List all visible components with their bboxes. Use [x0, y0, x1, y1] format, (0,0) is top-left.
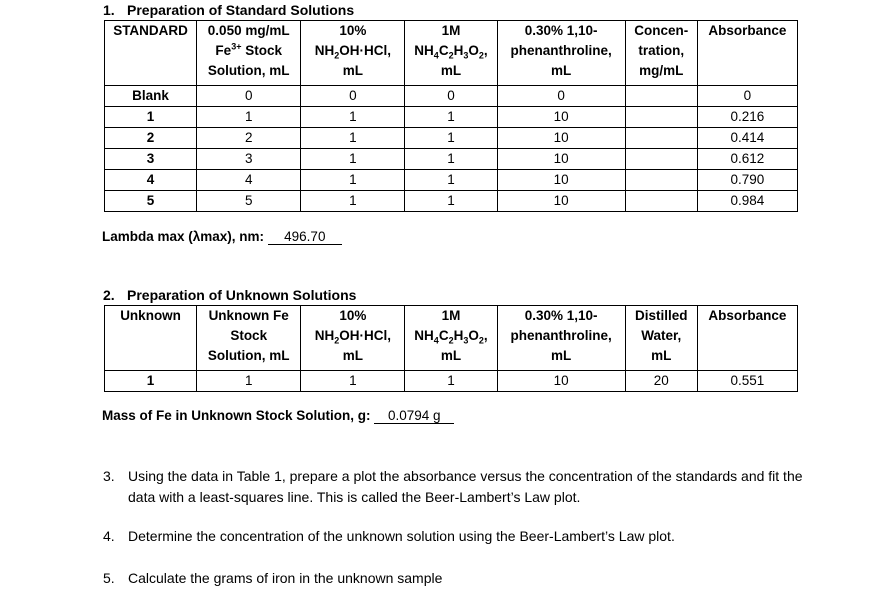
- cell-abs: 0.612: [697, 149, 797, 170]
- cell-stock: 3: [197, 149, 301, 170]
- section2-number: 2.: [103, 287, 115, 303]
- step-number: 3.: [103, 468, 115, 484]
- row-label: 2: [105, 128, 197, 149]
- header-water: Distilled Water, mL: [625, 306, 697, 371]
- cell-phen: 10: [497, 371, 625, 392]
- row-label: 1: [105, 107, 197, 128]
- cell-phen: 10: [497, 107, 625, 128]
- standards-header-row: [105, 21, 798, 86]
- cell-abs: 0.414: [697, 128, 797, 149]
- cell-nh4: 1: [405, 149, 497, 170]
- cell-phen: 10: [497, 191, 625, 212]
- header-unknown: Unknown: [105, 306, 197, 371]
- cell-stock: 1: [197, 107, 301, 128]
- step-5: [103, 568, 803, 589]
- cell-nh2oh: 1: [301, 128, 405, 149]
- header-nh2oh: 10% $NH_2OH\cdot HCl$, mL: [301, 21, 405, 86]
- table-row: [105, 86, 798, 107]
- row-label: 3: [105, 149, 197, 170]
- cell-nh2oh: 1: [301, 149, 405, 170]
- cell-nh4: 1: [405, 107, 497, 128]
- cell-nh2oh: 1: [301, 170, 405, 191]
- header-phen: 0.30% 1,10- phenanthroline, mL: [497, 306, 625, 371]
- cell-stock: 4: [197, 170, 301, 191]
- step-text: Using the data in Table 1, prepare a plot the absorbance versus the concentration of the standards and fit the data with a least-squares line. This is called the Beer-Lambert’s Law plot.: [128, 468, 803, 505]
- cell-nh4: 0: [405, 86, 497, 107]
- step-3: [103, 466, 803, 508]
- row-label: 1: [105, 371, 197, 392]
- lambda-max-line: [102, 229, 342, 245]
- cell-stock: 2: [197, 128, 301, 149]
- table-row: [105, 128, 798, 149]
- header-absorbance: Absorbance: [697, 306, 797, 371]
- cell-phen: 10: [497, 170, 625, 191]
- step-number: 5.: [103, 570, 115, 586]
- header-unknown-stock: Unknown Fe Stock Solution, mL: [197, 306, 301, 371]
- table-row: [105, 371, 798, 392]
- cell-conc: [625, 128, 697, 149]
- lambda-max-label: Lambda max (λmax), nm:: [102, 229, 265, 244]
- section1-heading: [103, 2, 354, 18]
- header-concentration: Concen- tration, mg/mL: [625, 21, 697, 86]
- table-row: [105, 170, 798, 191]
- cell-abs: 0: [697, 86, 797, 107]
- section1-number: 1.: [103, 2, 115, 18]
- table-row: [105, 107, 798, 128]
- cell-conc: [625, 149, 697, 170]
- cell-nh4: 1: [405, 170, 497, 191]
- cell-stock: 5: [197, 191, 301, 212]
- cell-conc: [625, 191, 697, 212]
- cell-nh2oh: 1: [301, 191, 405, 212]
- cell-nh2oh: 0: [301, 86, 405, 107]
- standards-table: [104, 20, 798, 212]
- cell-phen: 10: [497, 149, 625, 170]
- step-4: [103, 526, 803, 547]
- cell-phen: 10: [497, 128, 625, 149]
- row-label: Blank: [105, 86, 197, 107]
- header-nh4: 1M $NH_4C_2H_3O_2$, mL: [405, 306, 497, 371]
- cell-water: 20: [625, 371, 697, 392]
- header-nh4: 1M $NH_4C_2H_3O_2$, mL: [405, 21, 497, 86]
- section1-title: Preparation of Standard Solutions: [127, 2, 355, 18]
- header-standard: STANDARD: [105, 21, 197, 86]
- cell-conc: [625, 170, 697, 191]
- mass-fe-label: Mass of Fe in Unknown Stock Solution, g:: [102, 408, 371, 423]
- mass-fe-line: [102, 408, 454, 424]
- step-text: Determine the concentration of the unknown solution using the Beer-Lambert’s Law plot.: [128, 528, 675, 544]
- cell-phen: 0: [497, 86, 625, 107]
- mass-fe-value: 0.0794 g: [374, 408, 454, 424]
- cell-nh2oh: 1: [301, 371, 405, 392]
- cell-nh4: 1: [405, 371, 497, 392]
- lambda-max-value: 496.70: [268, 229, 342, 245]
- header-stock: 0.050 mg/mL $Fe^{3+}$ Stock Solution, mL: [197, 21, 301, 86]
- cell-nh2oh: 1: [301, 107, 405, 128]
- header-nh2oh: 10% $NH_2OH\cdot HCl$, mL: [301, 306, 405, 371]
- cell-stock: 0: [197, 86, 301, 107]
- section2-title: Preparation of Unknown Solutions: [127, 287, 357, 303]
- step-number: 4.: [103, 528, 115, 544]
- row-label: 5: [105, 191, 197, 212]
- cell-nh4: 1: [405, 191, 497, 212]
- table-row: [105, 191, 798, 212]
- unknown-table: [104, 305, 798, 392]
- cell-stock: 1: [197, 371, 301, 392]
- cell-abs: 0.551: [697, 371, 797, 392]
- section2-heading: [103, 287, 356, 303]
- cell-abs: 0.216: [697, 107, 797, 128]
- cell-abs: 0.984: [697, 191, 797, 212]
- table-row: [105, 149, 798, 170]
- step-text: Calculate the grams of iron in the unknown sample: [128, 570, 443, 586]
- row-label: 4: [105, 170, 197, 191]
- unknown-header-row: [105, 306, 798, 371]
- cell-abs: 0.790: [697, 170, 797, 191]
- header-absorbance: Absorbance: [697, 21, 797, 86]
- cell-conc: [625, 107, 697, 128]
- cell-nh4: 1: [405, 128, 497, 149]
- header-phen: 0.30% 1,10- phenanthroline, mL: [497, 21, 625, 86]
- cell-conc: [625, 86, 697, 107]
